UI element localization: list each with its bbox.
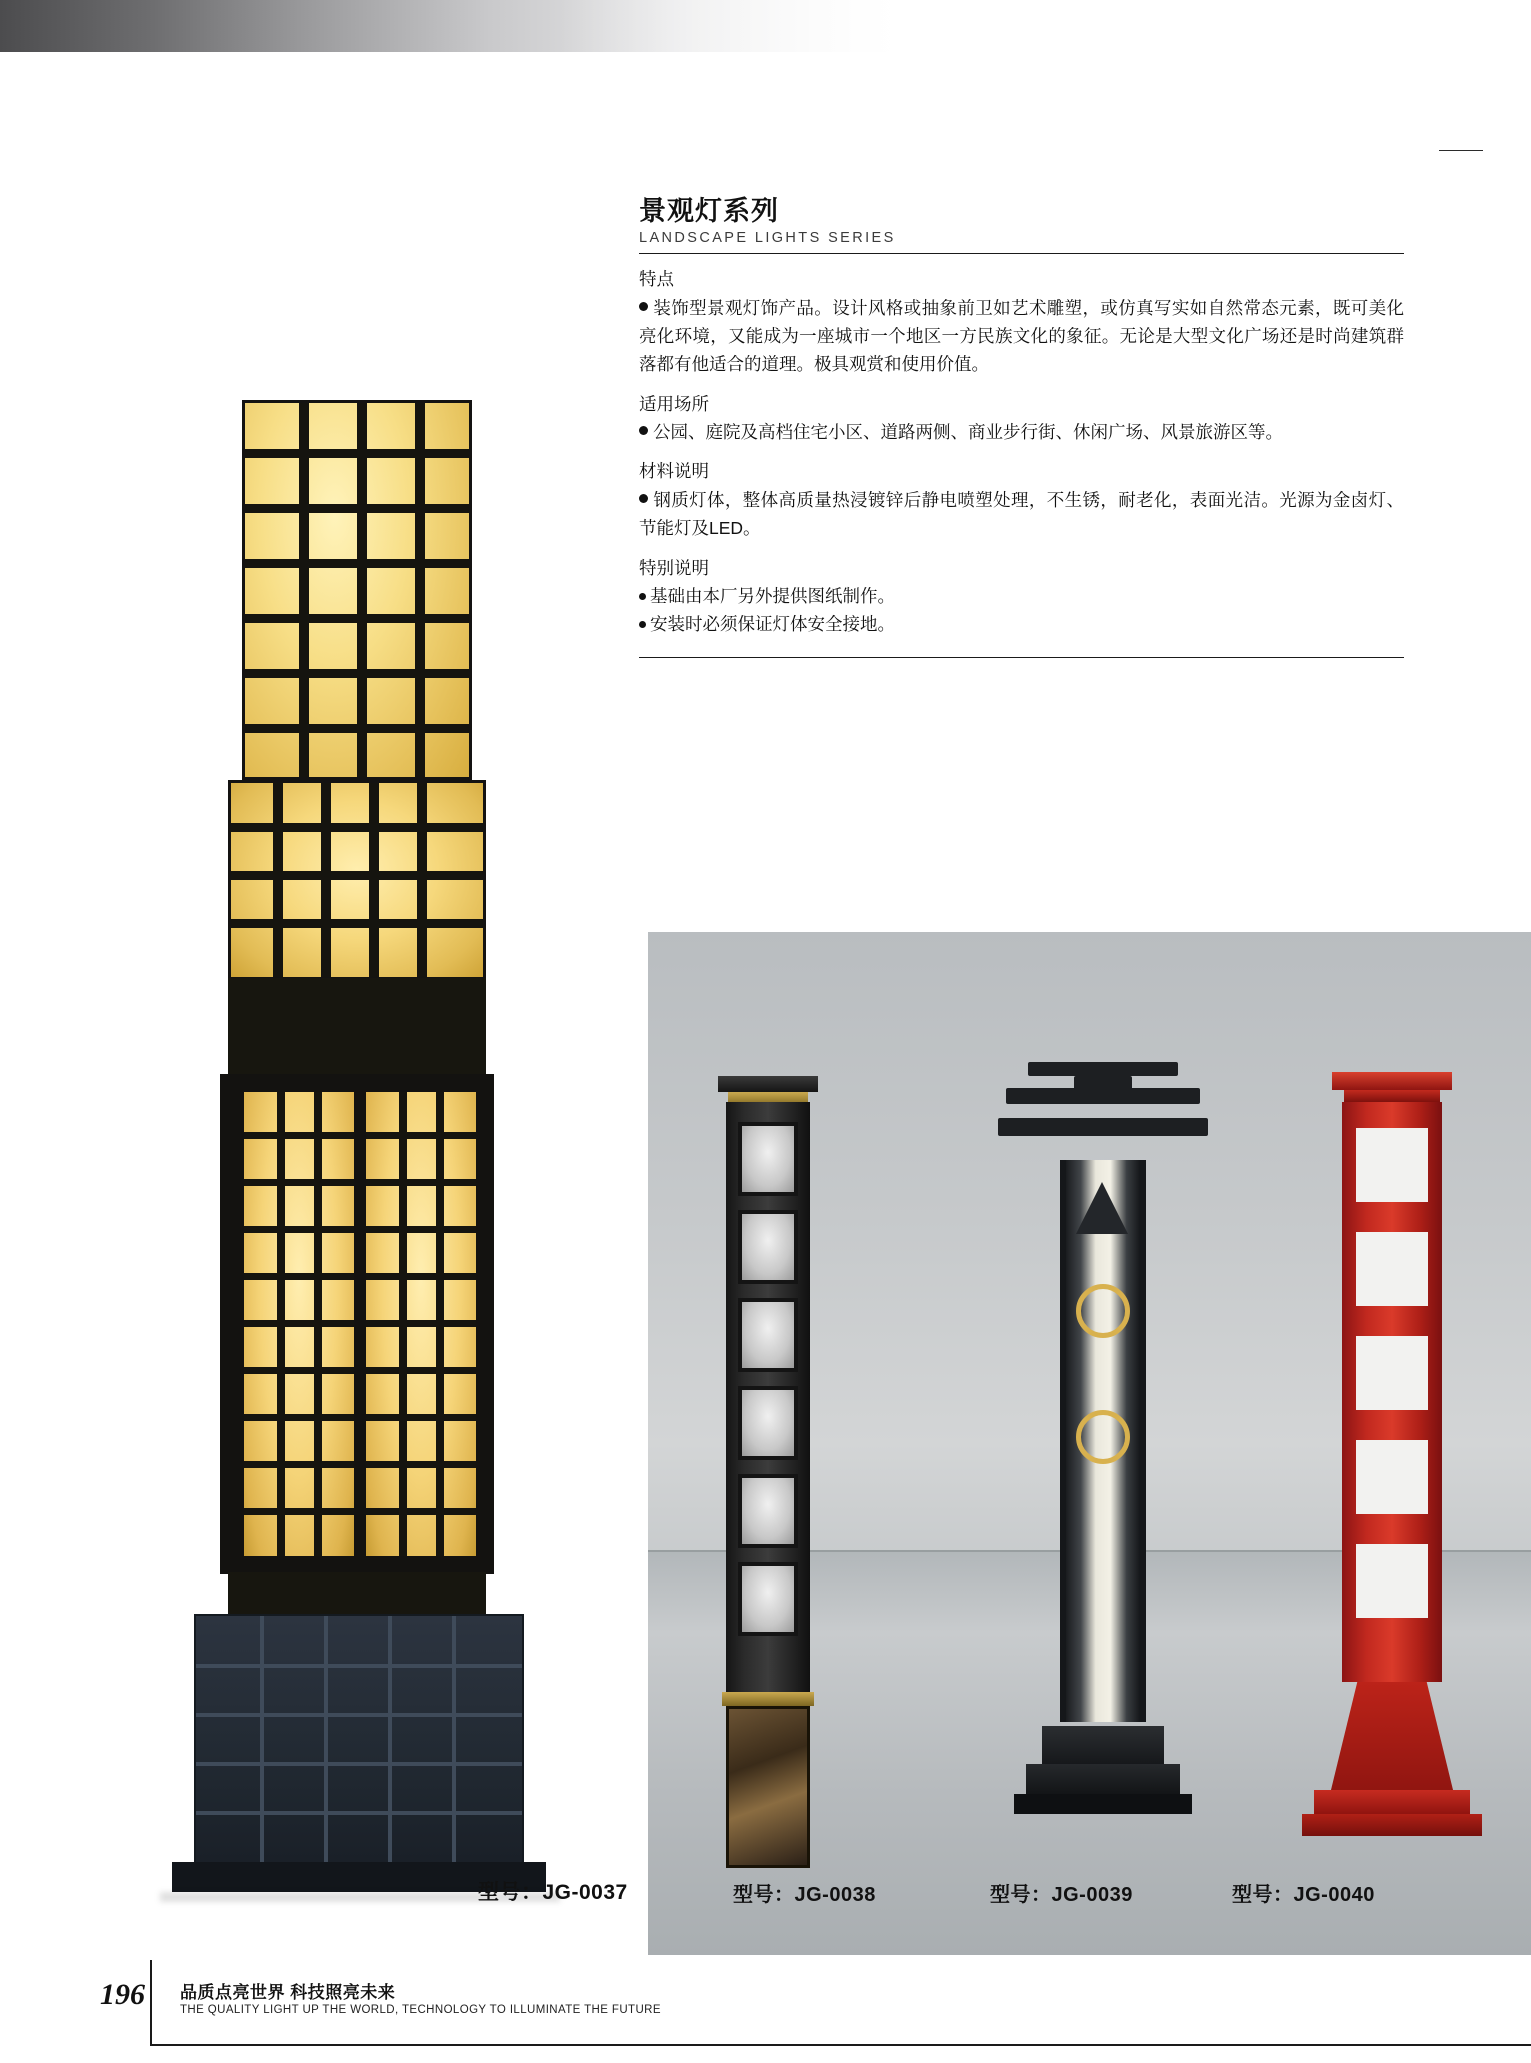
- section-heading-materials: 材料说明: [639, 461, 709, 482]
- lamp-column-illustration: [150, 400, 610, 1920]
- section-text-note-1: [639, 582, 1404, 610]
- lamp-grid-overlay: [245, 403, 469, 777]
- lamp-carved-panel: [738, 1562, 798, 1636]
- lamp-grid-overlay: [366, 1092, 476, 1556]
- lamp-carved-panel: [738, 1298, 798, 1372]
- section-text-applications: [639, 418, 1404, 446]
- title-divider: [639, 253, 1404, 254]
- gallery-model-label-3: 型号：JG-0040: [1232, 1884, 1375, 1906]
- lamp-carved-panel: [738, 1386, 798, 1460]
- section-heading-notes: 特别说明: [639, 557, 709, 578]
- lamp-illustration-jg-0039: [998, 1042, 1208, 1872]
- lamp-grid-overlay: [231, 783, 483, 977]
- lamp-middle-segment: [228, 780, 486, 980]
- lamp-top-segment: [242, 400, 472, 780]
- section-text-note-2: [639, 610, 1404, 638]
- lamp-glow-panel: [366, 1092, 476, 1556]
- lamp-base-tier-3: [1014, 1794, 1192, 1814]
- page-number: 196: [100, 1978, 145, 2011]
- lamp-eave-top: [1028, 1062, 1178, 1076]
- lamp-marble-base: [726, 1706, 810, 1868]
- footer-vertical-rule: [150, 1960, 152, 2046]
- lamp-body-segment: [220, 1074, 494, 1574]
- lamp-cap-upper: [1332, 1072, 1452, 1090]
- application-item-text: 公园、庭院及高档住宅小区、道路两侧、商业步行街、休闲广场、风景旅游区等。: [653, 422, 1283, 443]
- lamp-lattice-window: [1356, 1336, 1428, 1410]
- lamp-illustration-jg-0038: [708, 1060, 828, 1850]
- lamp-gold-band: [722, 1692, 814, 1706]
- footer-slogan-cn: 品质点亮世界 科技照亮未来: [180, 1983, 396, 2002]
- lamp-grid-overlay: [244, 1092, 354, 1556]
- lamp-cap-upper: [718, 1076, 818, 1092]
- lamp-lattice-window: [1356, 1440, 1428, 1514]
- product-gallery-photo: [648, 932, 1531, 1955]
- page-title: 景观灯系列: [639, 196, 779, 226]
- lamp-base-skirt: [1330, 1682, 1454, 1794]
- lamp-triangle-motif: [1076, 1182, 1128, 1234]
- page-subtitle: LANDSCAPE LIGHTS SERIES: [639, 230, 896, 247]
- lamp-base-tier-2: [1302, 1814, 1482, 1836]
- lamp-glow-panel: [244, 1092, 354, 1556]
- description-column: [639, 196, 1404, 658]
- lamp-cap-lower: [1344, 1090, 1440, 1102]
- main-product-photo: [150, 400, 610, 1920]
- bullet-icon: [639, 494, 648, 503]
- section-text-features: [639, 294, 1404, 379]
- lamp-eave-lower: [998, 1118, 1208, 1136]
- bullet-icon: [639, 621, 646, 628]
- section-text-materials: [639, 486, 1404, 543]
- bullet-icon: [639, 593, 646, 600]
- lamp-eave-middle: [1006, 1088, 1200, 1104]
- lamp-neck-segment: [228, 1572, 486, 1616]
- bullet-icon: [639, 426, 648, 435]
- lamp-base-tier-2: [1026, 1764, 1180, 1798]
- top-decorative-bar: [0, 0, 1531, 52]
- content-bottom-divider: [639, 657, 1404, 658]
- material-item-text: 钢质灯体，整体高质量热浸镀锌后静电喷塑处理，不生锈，耐老化，表面光洁。光源为金卤灯、节能灯及LED。: [639, 489, 1404, 539]
- top-bar-fade: [560, 0, 1531, 52]
- lamp-lattice-window: [1356, 1232, 1428, 1306]
- lamp-base-tier-1: [1314, 1790, 1470, 1816]
- gallery-model-label-1: 型号：JG-0038: [733, 1884, 876, 1906]
- lamp-base-tier-1: [1042, 1726, 1164, 1766]
- footer-horizontal-rule: [150, 2044, 1531, 2046]
- lamp-lattice-window: [1356, 1128, 1428, 1202]
- lamp-lattice-window: [1356, 1544, 1428, 1618]
- section-heading-applications: 适用场所: [639, 393, 709, 414]
- gallery-model-label-2: 型号：JG-0039: [990, 1884, 1133, 1906]
- lamp-dark-connector: [228, 978, 486, 1076]
- lamp-circular-motif: [1076, 1410, 1130, 1464]
- lamp-carved-panel: [738, 1474, 798, 1548]
- note-item-text-2: 安装时必须保证灯体安全接地。: [650, 614, 895, 635]
- feature-item-text: 装饰型景观灯饰产品。设计风格或抽象前卫如艺术雕塑，或仿真写实如自然常态元素，既可美化亮化环境，又能成为一座城市一个地区一方民族文化的象征。无论是大型文化广场还是时尚建筑群落都有他适合的道理。极具观赏和使用价值。: [639, 297, 1404, 375]
- lamp-eave-center: [1074, 1076, 1132, 1090]
- lamp-base: [194, 1614, 524, 1864]
- lamp-carved-panel: [738, 1210, 798, 1284]
- right-margin-tick: [1439, 150, 1483, 151]
- base-grid-overlay: [196, 1616, 522, 1862]
- bullet-icon: [639, 302, 648, 311]
- lamp-carved-panel: [738, 1122, 798, 1196]
- main-product-model-label: 型号：JG-0037: [478, 1881, 628, 1904]
- lamp-circular-motif: [1076, 1284, 1130, 1338]
- note-item-text-1: 基础由本厂另外提供图纸制作。: [650, 586, 895, 607]
- lamp-illustration-jg-0040: [1308, 1054, 1478, 1874]
- footer-slogan-en: THE QUALITY LIGHT UP THE WORLD, TECHNOLOGY TO ILLUMINATE THE FUTURE: [180, 2004, 661, 2016]
- section-heading-features: 特点: [639, 269, 674, 290]
